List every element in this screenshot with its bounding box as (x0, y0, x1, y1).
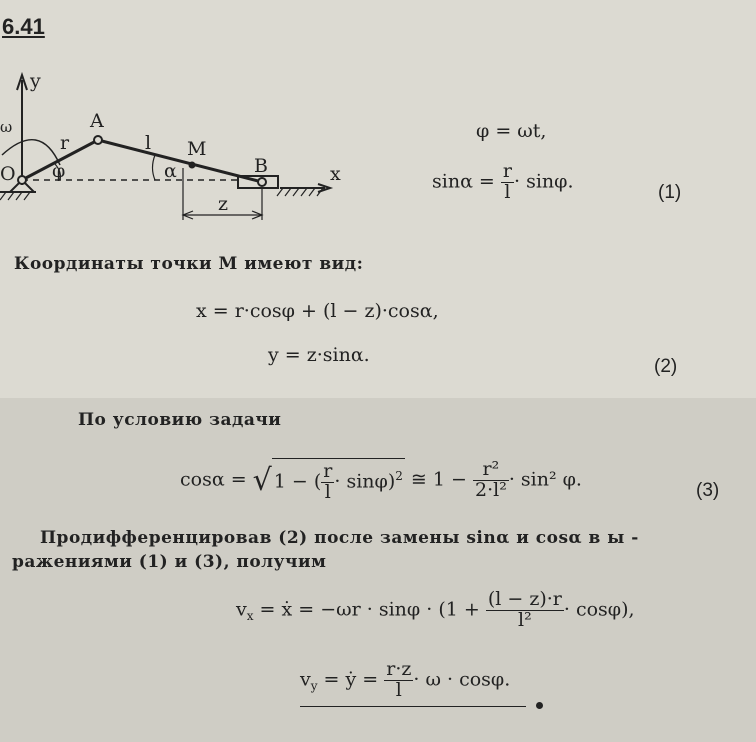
alpha-arc (153, 155, 156, 180)
vx-denominator: l² (518, 608, 532, 631)
vx-symbol: v (236, 598, 247, 621)
vy-tail: · ω · cosφ. (413, 668, 511, 691)
eq1-lhs: sinα = (432, 170, 501, 193)
vy-middle: = ẏ = (317, 668, 385, 691)
label-y: y (30, 70, 41, 92)
sqrt-body: 1 − ( $\frac{r}{l}$ · sinφ)$^2$ (273, 460, 403, 503)
label-b: B (254, 155, 268, 177)
vy-symbol: v (300, 668, 311, 691)
label-m: M (187, 138, 207, 160)
point-m (189, 162, 196, 169)
vy-denominator: l (395, 678, 402, 701)
equation-2-tag: (2) (654, 356, 678, 377)
eq1-denominator: l (504, 180, 511, 203)
equation-phi: φ = ωt, (476, 120, 547, 142)
eq3-tail: · sin² φ. (508, 468, 582, 491)
eq3-inner-start: 1 − ( (273, 470, 322, 493)
joint-a (94, 136, 102, 144)
vx-numerator: (l − z)·r (487, 588, 562, 610)
vy-numerator: r·z (386, 658, 412, 680)
eq3-inner-end: · sinφ) (334, 470, 396, 493)
label-phi: φ (52, 160, 66, 182)
eq3-inner-fraction (321, 462, 334, 503)
joint-b (258, 178, 266, 186)
condition-text: По условию задачи (78, 410, 282, 430)
eq1-fraction (501, 162, 514, 203)
end-bullet (536, 702, 543, 709)
sqrt-sign: √ (252, 462, 272, 498)
intro-text: Координаты точки M имеют вид: (14, 254, 364, 274)
eq3-inner-denominator: l (324, 480, 331, 503)
eq3-lhs: cosα = (180, 468, 253, 491)
equation-vx (236, 590, 635, 631)
label-r: r (60, 132, 70, 154)
vx-middle: = ẋ = −ωr · sinφ · (1 + (253, 598, 486, 621)
joint-o (18, 176, 26, 184)
vx-subscript: x (246, 609, 254, 624)
diff-text-line-1: Продифференцировав (2) после замены sinα и cosα в ы - (40, 528, 639, 548)
vx-tail: · cosφ), (563, 598, 635, 621)
equation-vy (300, 660, 510, 701)
label-o: O (0, 163, 16, 185)
equation-2-x: x = r·cosφ + (l − z)·cosα, (196, 300, 439, 322)
equation-1 (432, 162, 574, 203)
equation-3 (180, 458, 582, 503)
eq3-numerator: r² (473, 460, 509, 481)
vy-subscript: y (310, 679, 318, 694)
eq3-approx: ≅ 1 − (404, 468, 473, 491)
problem-number: 6.41 (2, 14, 45, 39)
eq3-inner-numerator: r (323, 460, 333, 482)
label-z: z (218, 193, 229, 215)
eq3-denominator: 2·l² (474, 478, 507, 501)
answer-underline (300, 706, 526, 707)
eq3-fraction (473, 460, 509, 501)
vy-fraction (384, 660, 413, 701)
label-omega: ω (0, 118, 13, 136)
label-a: A (90, 110, 104, 132)
vx-fraction (486, 590, 564, 631)
eq1-rhs: · sinφ. (514, 170, 574, 193)
eq1-numerator: r (502, 160, 512, 182)
label-alpha: α (164, 160, 177, 182)
label-x: x (330, 163, 341, 185)
equation-1-tag: (1) (658, 182, 682, 203)
label-l: l (145, 132, 152, 154)
equation-2-y: y = z·sinα. (268, 344, 370, 366)
equation-3-tag: (3) (696, 480, 720, 501)
mechanism-diagram (0, 60, 360, 240)
diff-text-line-2: ражениями (1) и (3), получим (12, 552, 327, 572)
